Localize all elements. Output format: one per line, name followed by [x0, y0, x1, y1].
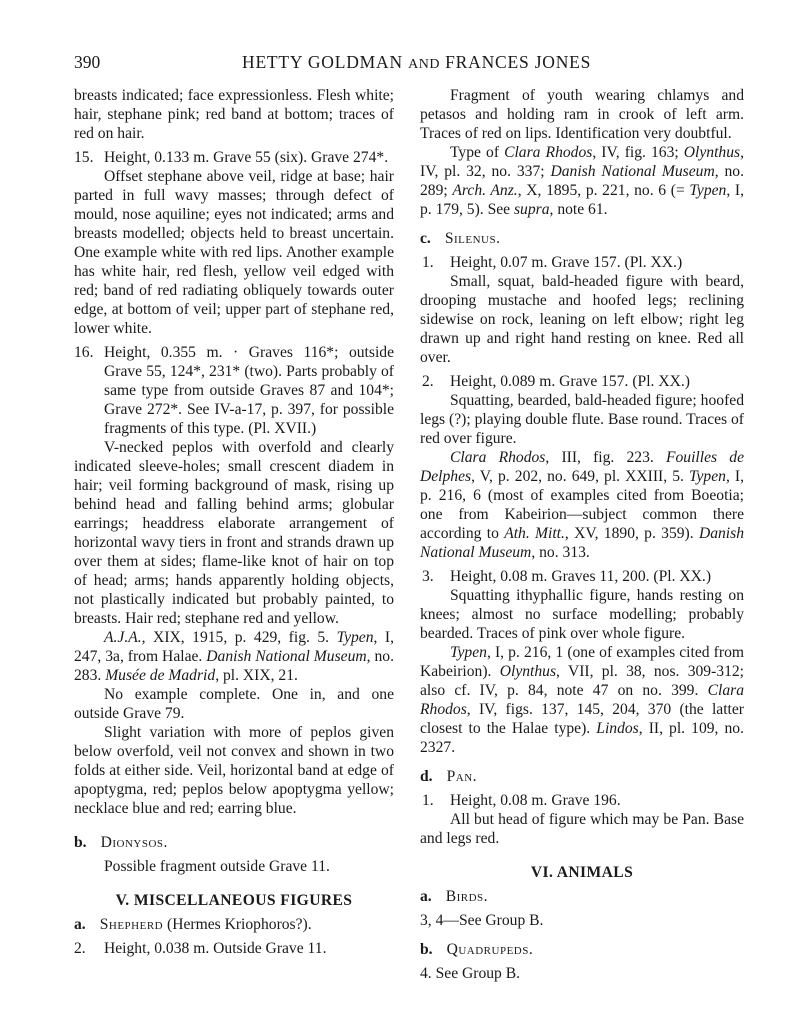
entry-heading: Height, 0.08 m. Grave 196. — [450, 792, 621, 809]
entry-references: Clara Rhodos, III, fig. 223. Fouilles de Delphes, V, p. 202, no. 649, pl. XXIII, 5. Typen, I, p. 216, 6 (most of examples cited from Boeotia; one from Kabeirion—subject common there according to Ath. Mitt., XV, 1890, p. 359). Danish National Museum, no. 313. — [420, 449, 744, 561]
page-number: 390 — [74, 52, 101, 72]
entry-heading: Height, 0.089 m. Grave 157. (Pl. XX.) — [450, 373, 690, 390]
entry-number: 3. — [422, 568, 434, 585]
subsection-silenus: c. Silenus. — [420, 230, 501, 247]
entry-heading: Height, 0.08 m. Graves 11, 200. (Pl. XX.) — [450, 568, 712, 585]
entry-references: Type of Clara Rhodos, IV, fig. 163; Olynthus, IV, pl. 32, no. 337; Danish National Museum, no. 289; Arch. Anz., X, 1895, p. 221, no. 6 (= Typen, I, p. 179, 5). See supra, note 61. — [420, 144, 745, 218]
left-column — [74, 86, 394, 958]
entry-2 — [74, 939, 394, 958]
silenus-entry-3 — [420, 567, 744, 586]
entry-heading: Height, 0.038 m. Outside Grave 11. — [104, 940, 327, 957]
entry-references: A.J.A., XIX, 1915, p. 429, fig. 5. Typen, I, 247, 3a, from Halae. Danish National Museum, no. 283. Musée de Madrid, pl. XIX, 21. — [74, 629, 394, 684]
entry-description: Small, squat, bald-headed figure with beard, drooping mustache and hoofed legs; reclining sidewise on rock, leaning on left elbow; right leg drawn up and right hand resting on knee. Red all over. — [420, 273, 744, 366]
entry-description: Fragment of youth wearing chlamys and petasos and holding ram in crook of left arm. Traces of red on lips. Identification very doubtful. — [420, 87, 744, 142]
author-one: HETTY GOLDMAN — [242, 52, 403, 72]
subsection-birds: a. Birds. — [420, 888, 489, 905]
entry-heading: Height, 0.07 m. Grave 157. (Pl. XX.) — [450, 254, 683, 271]
entry-description: V-necked peplos with overfold and clearly indicated sleeve-holes; small crescent diadem in hair; veil forming background of mask, rising up behind head and falling behind arms; globular earrings; headdress elaborate arrangement of horizontal wavy tiers in front and strands drawn up over them at sides; flame-like knot of hair on top of head; arms; hands apparently holding objects, not plastically indicated but probably painted, to breasts. Hair red; stephane red and yellow. — [74, 439, 394, 627]
section-heading-animals: VI. ANIMALS — [530, 864, 634, 881]
running-header — [242, 52, 591, 73]
entry-description: Squatting, bearded, bald-headed figure; hoofed legs (?); playing double flute. Base round. Traces of red over figure. — [420, 392, 744, 447]
entry-number: 15. — [74, 149, 94, 166]
entry-description: Squatting ithyphallic figure, hands resting on knees; almost no surface modelling; probably bearded. Traces of pink over whole figure. — [420, 587, 744, 642]
author-two: FRANCES JONES — [445, 52, 592, 72]
section-heading-miscellaneous: V. MISCELLANEOUS FIGURES — [115, 892, 353, 909]
silenus-entry-1 — [420, 253, 744, 272]
entry-number: 16. — [74, 344, 94, 361]
subsection-dionysos: b. Dionysos. — [74, 834, 168, 851]
entry-number: 2. — [422, 373, 434, 390]
entry-15 — [74, 148, 394, 167]
entry-description: All but head of figure which may be Pan. Base and legs red. — [420, 811, 744, 847]
continued-text: breasts indicated; face expressionless. Flesh white; hair, stephane pink; red band at bottom; traces of red on hair. — [74, 87, 394, 142]
right-column — [420, 86, 744, 983]
entry-heading: Height, 0.355 m. · Graves 116*; outside Grave 55, 124*, 231* (two). Parts probably of same type from outside Graves 87 and 104*; Grave 272*. See IV-a-17, p. 397, for possible fragments of this type. (Pl. XVII.) — [104, 344, 394, 437]
entry-note: Slight variation with more of peplos given below overfold, veil not convex and shown in two folds at either side. Veil, horizontal band at edge of apoptygma, red; peplos below apoptygma yellow; necklace blue and red; earring blue. — [74, 724, 394, 817]
entry-number: 1. — [422, 254, 434, 271]
entry-note: No example complete. One in, and one outside Grave 79. — [74, 686, 394, 722]
entry-number: 1. — [422, 792, 434, 809]
subsection-text: Possible fragment outside Grave 11. — [104, 858, 330, 875]
silenus-entry-2 — [420, 372, 744, 391]
entry-number: 2. — [74, 940, 86, 957]
entry-heading: Height, 0.133 m. Grave 55 (six). Grave 274*. — [104, 149, 389, 166]
subsection-shepherd: a. Shepherd (Hermes Kriophoros?). — [74, 916, 312, 933]
subsection-text: 4. See Group B. — [420, 965, 521, 982]
entry-description: Offset stephane above veil, ridge at base; hair parted in full wavy masses; through defect of mould, nose aquiline; eyes not indicated; arms and breasts modelled; objects held to breast uncertain. One example white with red lips. Another example has white hair, red flesh, yellow veil edged with red; band of red radiating obliquely towards outer edge, at bottom of veil; upper part of stephane red, lower white. — [74, 168, 394, 337]
header-and: AND — [408, 57, 440, 72]
pan-entry-1 — [420, 791, 744, 810]
subsection-pan: d. Pan. — [420, 768, 478, 785]
subsection-text: 3, 4—See Group B. — [420, 912, 544, 929]
subsection-quadrupeds: b. Quadrupeds. — [420, 941, 534, 958]
entry-16 — [74, 343, 394, 438]
entry-references: Typen, I, p. 216, 1 (one of examples cited from Kabeirion). Olynthus, VII, pl. 38, nos. 309-312; also cf. IV, p. 84, note 47 on no. 399. Clara Rhodos, IV, figs. 137, 145, 204, 370 (the latter closest to the Halae type). Lindos, II, pl. 109, no. 2327. — [420, 644, 745, 756]
